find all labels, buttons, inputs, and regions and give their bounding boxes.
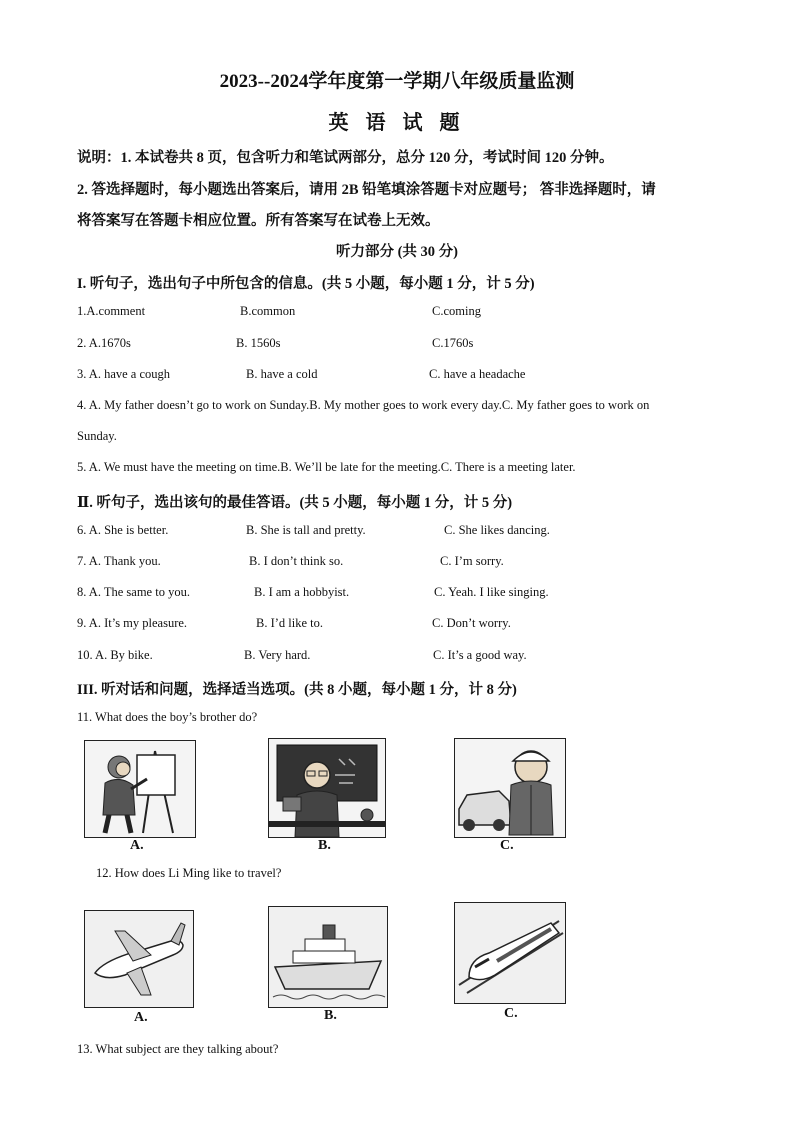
- q11-picture-c-police: [454, 738, 566, 838]
- exam-subtitle: 英 语 试 题: [328, 112, 466, 134]
- instructions-line-2: 2. 答选择题时，每小题选出答案后，请用 2B 铅笔填涂答题卡对应题号； 答非选择题时，请: [77, 182, 656, 198]
- q6-option-c: C. She likes dancing.: [444, 523, 550, 537]
- section-2-heading: Ⅱ. 听句子，选出该句的最佳答语。(共 5 小题，每小题 1 分，计 5 分): [77, 495, 513, 511]
- q12-label-a: A.: [134, 1010, 148, 1025]
- q3-option-c: C. have a headache: [429, 367, 526, 381]
- question-13: 13. What subject are they talking about?: [77, 1042, 279, 1056]
- listening-heading: 听力部分 (共 30 分): [335, 244, 459, 260]
- q12-label-c: C.: [504, 1006, 518, 1021]
- q11-label-c: C.: [500, 838, 514, 853]
- q11-picture-b-teacher: [268, 738, 386, 838]
- q7-option-b: B. I don’t think so.: [249, 554, 344, 568]
- q8-option-b: B. I am a hobbyist.: [254, 585, 350, 599]
- q2-option-b: B. 1560s: [236, 336, 281, 350]
- q3-option-b: B. have a cold: [246, 367, 318, 381]
- q3-option-a: 3. A. have a cough: [77, 367, 171, 381]
- q12-picture-c-train: [454, 902, 566, 1004]
- question-12: 12. How does Li Ming like to travel?: [96, 866, 282, 880]
- q12-picture-b-ship: [268, 906, 388, 1008]
- q12-picture-a-plane: [84, 910, 194, 1008]
- q2-option-a: 2. A.1670s: [77, 336, 131, 350]
- q10-option-c: C. It’s a good way.: [433, 648, 527, 662]
- instructions-line-1: 说明：1. 本试卷共 8 页，包含听力和笔试两部分，总分 120 分，考试时间 120 分钟。: [77, 150, 614, 166]
- q6-option-a: 6. A. She is better.: [77, 523, 169, 537]
- q10-option-a: 10. A. By bike.: [77, 648, 153, 662]
- q9-option-b: B. I’d like to.: [256, 616, 324, 630]
- question-5: 5. A. We must have the meeting on time.B. We’ll be late for the meeting.C. There is a meeting later.: [77, 460, 576, 474]
- q1-option-c: C.coming: [432, 304, 481, 318]
- q2-option-c: C.1760s: [432, 336, 474, 350]
- section-1-heading: I. 听句子，选出句子中所包含的信息。(共 5 小题，每小题 1 分，计 5 分): [77, 276, 535, 292]
- q6-option-b: B. She is tall and pretty.: [246, 523, 366, 537]
- q1-option-a: 1.A.comment: [77, 304, 146, 318]
- q12-label-b: B.: [324, 1008, 337, 1023]
- q11-picture-a-painter: [84, 740, 196, 838]
- instructions-line-3: 将答案写在答题卡相应位置。所有答案写在试卷上无效。: [77, 213, 440, 229]
- q9-option-c: C. Don’t worry.: [432, 616, 511, 630]
- q4-line-2: Sunday.: [77, 429, 117, 443]
- q1-option-b: B.common: [240, 304, 296, 318]
- q8-option-a: 8. A. The same to you.: [77, 585, 190, 599]
- section-3-heading: III. 听对话和问题，选择适当选项。(共 8 小题，每小题 1 分，计 8 分): [77, 682, 517, 698]
- q8-option-c: C. Yeah. I like singing.: [434, 585, 549, 599]
- q10-option-b: B. Very hard.: [244, 648, 311, 662]
- q7-option-c: C. I’m sorry.: [440, 554, 504, 568]
- q11-label-a: A.: [130, 838, 144, 853]
- exam-title: 2023--2024学年度第一学期八年级质量监测: [219, 71, 575, 92]
- q11-label-b: B.: [318, 838, 331, 853]
- q4-line-1: 4. A. My father doesn’t go to work on Sunday.B. My mother goes to work every day.C. My father goes to work on: [77, 398, 650, 412]
- q9-option-a: 9. A. It’s my pleasure.: [77, 616, 188, 630]
- q7-option-a: 7. A. Thank you.: [77, 554, 161, 568]
- question-11: 11. What does the boy’s brother do?: [77, 710, 258, 724]
